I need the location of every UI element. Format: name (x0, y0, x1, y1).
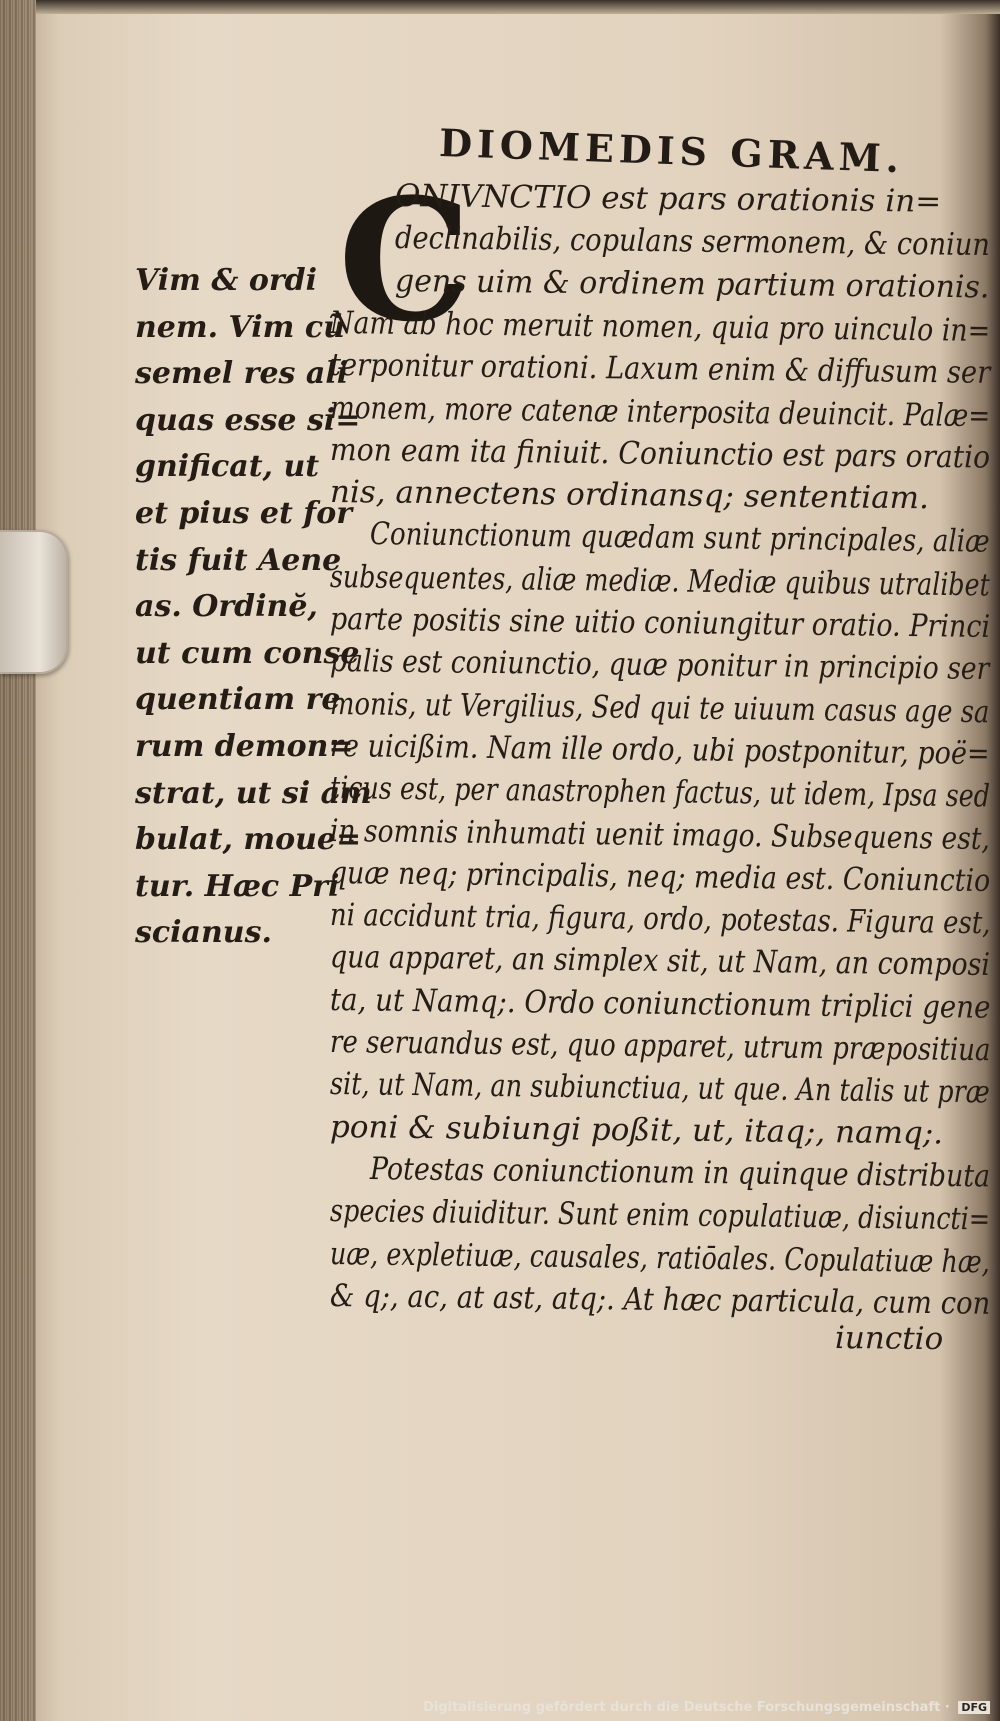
main-text-line: Coniunctionum quædam sunt principales, aliæ (369, 516, 990, 561)
marginal-note-line: nem. Vim cũ (135, 309, 345, 345)
marginal-note-line: tis fuit Aene (135, 542, 342, 578)
main-text-line: palis est coniunctio, quæ ponitur in principio ser (329, 643, 990, 688)
main-text-line: nis, annectens ordinansq; sententiam. (329, 474, 930, 517)
main-text-line: uæ, expletiuæ, causales, ratiōales. Copulatiuæ hæ, (329, 1235, 990, 1280)
dfg-logo-icon: DFG (958, 1701, 990, 1714)
book-top-edge (36, 0, 1000, 14)
main-text-line: in somnis inhumati uenit imago. Subsequens est, (329, 812, 991, 857)
digitization-credit (423, 1700, 990, 1715)
main-text-line: poni & subiungi poßit, ut, itaq;, namq;. (329, 1108, 944, 1152)
main-text-line: terponitur orationi. Laxum enim & diffusum ser (329, 347, 991, 392)
marginal-note-line: et pius et for (135, 495, 353, 531)
main-text-line: sit, ut Nam, an subiunctiua, ut que. An talis ut præ (329, 1066, 990, 1111)
marginal-note-line: gnificat, ut (135, 449, 320, 485)
marginal-note-line: tur. Hæc Pri (135, 868, 340, 904)
running-header: DIOMEDIS GRAM. (438, 120, 905, 182)
main-text-line: & q;, ac, at ast, atq;. At hæc particula, cum con (329, 1277, 991, 1322)
main-text-line: mon eam ita finiuit. Coniunctio est pars oratio (329, 431, 991, 476)
marginal-note-line: Vim & ordi (135, 263, 318, 298)
main-text-line: subsequentes, aliæ mediæ. Mediæ quibus utralibet (329, 558, 990, 604)
marginal-note-line: quentiam re (135, 682, 341, 718)
main-text-line: parte positis sine uitio coniungitur oratio. Princi (329, 601, 991, 645)
marginal-note-line: semel res ali (135, 356, 349, 392)
main-text-line: monem, more catenæ interposita deuincit. Palæ= (329, 389, 991, 434)
marginal-note-line: ut cum conse (135, 635, 360, 671)
main-text-line: ta, ut Namq;. Ordo coniunctionum triplici gene (329, 981, 991, 1026)
marginal-note-line: quas esse si= (135, 402, 361, 438)
main-text-line: monis, ut Vergilius, Sed qui te uiuum casus age sa (329, 685, 990, 730)
main-text-line: species diuiditur. Sunt enim copulatiuæ, disiuncti= (329, 1193, 991, 1238)
main-text-line: Nam ab hoc meruit nomen, quia pro uinculo in= (329, 304, 991, 349)
marginal-note-line: as. Ordinĕ, (135, 589, 318, 625)
marginal-note-line: rum demon= (135, 728, 354, 764)
book-page-edges (0, 0, 36, 1721)
drop-cap-initial: C (338, 161, 472, 359)
main-text-line: qua apparet, an simplex sit, ut Nam, an composi (329, 939, 991, 984)
main-text-line: declinabilis, copulans sermonem, & coniun (394, 220, 991, 264)
marginal-note-line: strat, ut si am (135, 775, 372, 811)
main-text-line: re seruandus est, quo apparet, utrum præpositiua (329, 1024, 991, 1069)
main-text-line: ticus est, per anastrophen factus, ut idem, Ipsa sed (329, 770, 991, 815)
main-text-line: iunctio (834, 1320, 944, 1358)
footer-text: Digitalisierung gefördert durch die Deutsche Forschungsgemeinschaft · (423, 1700, 950, 1715)
marginal-note-line: bulat, moue= (135, 822, 362, 858)
main-text-line: Potestas coniunctionum in quinque distributa (369, 1150, 991, 1195)
main-text-line: ni accidunt tria, figura, ordo, potestas. Figura est, (329, 897, 991, 942)
main-text-line: gens uim & ordinem partium orationis. (394, 262, 990, 306)
main-text-line: re uicißim. Nam ille ordo, ubi postponitur, poë= (329, 727, 990, 772)
main-text-line: ONIVNCTIO est pars orationis in= (394, 178, 942, 220)
marginal-note-line: scianus. (135, 915, 272, 951)
marginal-note (135, 258, 372, 957)
book-clasp (0, 530, 68, 674)
main-text-line: quæ neq; principalis, neq; media est. Coniunctio (329, 854, 991, 899)
